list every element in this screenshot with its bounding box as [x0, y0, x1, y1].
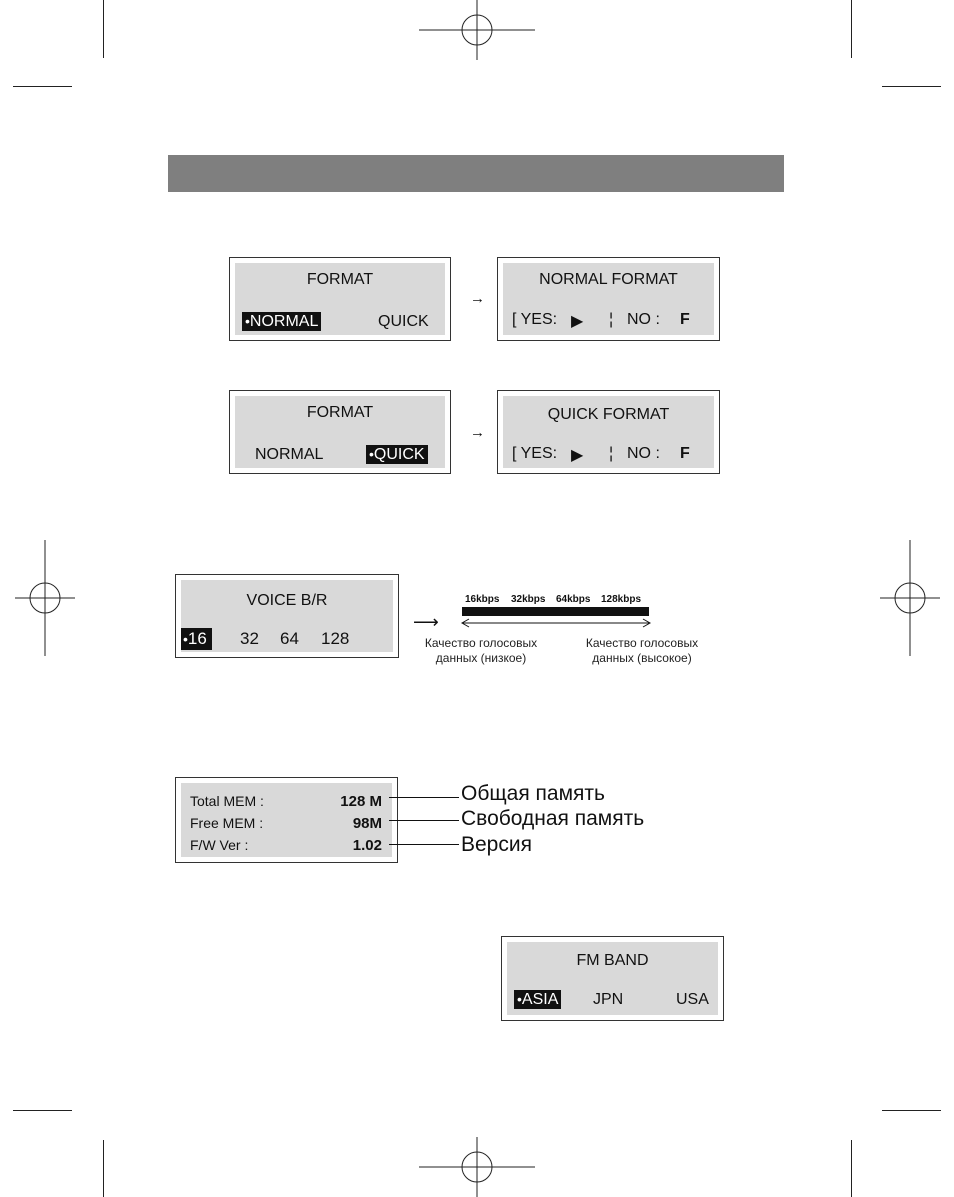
leader-line: [389, 820, 459, 821]
separator: ¦: [609, 445, 614, 462]
bitrate-scale-bar: [462, 607, 649, 616]
no-label: NO :: [627, 311, 660, 328]
arrow-right-icon: →: [470, 424, 485, 441]
lcd-quick-format-confirm: [497, 390, 720, 474]
callout-version: Версия: [461, 833, 532, 856]
registration-mark-bottom: [419, 1137, 535, 1197]
crop-mark: [103, 1140, 104, 1197]
play-icon: ▶: [571, 313, 584, 330]
lcd-title: VOICE B/R: [246, 592, 328, 609]
lcd-voice-bitrate: [175, 574, 399, 658]
arrow-right-icon: →: [470, 290, 485, 307]
kbps-label: 64kbps: [556, 594, 591, 605]
lcd-title: FM BAND: [576, 952, 649, 969]
quality-low-label: Качество голосовых данных (низкое): [424, 636, 538, 665]
lcd-format-normal: [229, 257, 451, 341]
registration-mark-top: [419, 0, 535, 60]
lcd-title: QUICK FORMAT: [547, 406, 670, 423]
bitrate-option-64[interactable]: 64: [280, 629, 299, 648]
fm-option-jpn[interactable]: JPN: [593, 991, 624, 1008]
lcd-normal-format-confirm: [497, 257, 720, 341]
kbps-label: 32kbps: [511, 594, 546, 605]
quality-high-label: Качество голосовых данных (высокое): [585, 636, 699, 665]
yes-label: [ YES:: [512, 311, 558, 328]
bitrate-option-32[interactable]: 32: [240, 629, 259, 648]
crop-mark: [13, 1110, 72, 1111]
section-header-bar: [168, 155, 784, 192]
lcd-fm-band: [501, 936, 724, 1021]
no-label: NO :: [627, 445, 660, 462]
bitrate-option-16-selected[interactable]: •16: [181, 628, 212, 650]
leader-line: [389, 844, 459, 845]
option-quick-selected[interactable]: •QUICK: [366, 445, 428, 464]
crop-mark: [13, 86, 72, 87]
crop-mark: [851, 0, 852, 58]
kbps-label: 16kbps: [465, 594, 500, 605]
yes-label: [ YES:: [512, 445, 558, 462]
lcd-title: NORMAL FORMAT: [539, 271, 678, 288]
callout-free-memory: Свободная память: [461, 807, 645, 830]
play-icon: ▶: [571, 447, 584, 464]
crop-mark: [851, 1140, 852, 1197]
callout-total-memory: Общая память: [461, 782, 605, 805]
f-key-icon: F: [680, 445, 690, 462]
lcd-memory-info: Total MEM : 128 M Free MEM : 98M F/W Ver : 1.02: [175, 777, 398, 863]
option-quick[interactable]: QUICK: [378, 313, 429, 330]
fm-option-asia-selected[interactable]: •ASIA: [514, 990, 561, 1009]
fm-option-usa[interactable]: USA: [676, 991, 709, 1008]
lcd-format-quick: [229, 390, 451, 474]
double-arrow-icon: [460, 618, 652, 628]
kbps-label: 128kbps: [601, 594, 642, 605]
registration-mark-right: [880, 540, 940, 656]
option-normal[interactable]: NORMAL: [255, 446, 324, 463]
crop-mark: [882, 1110, 941, 1111]
f-key-icon: F: [680, 311, 690, 328]
option-normal-selected[interactable]: •NORMAL: [242, 312, 321, 331]
bitrate-option-128[interactable]: 128: [321, 629, 350, 648]
crop-mark: [882, 86, 941, 87]
separator: ¦: [609, 311, 614, 328]
crop-mark: [103, 0, 104, 58]
lcd-title: FORMAT: [306, 404, 374, 421]
arrow-right-icon: ⟶: [413, 612, 439, 632]
lcd-title: FORMAT: [306, 271, 374, 288]
leader-line: [389, 797, 459, 798]
registration-mark-left: [15, 540, 75, 656]
